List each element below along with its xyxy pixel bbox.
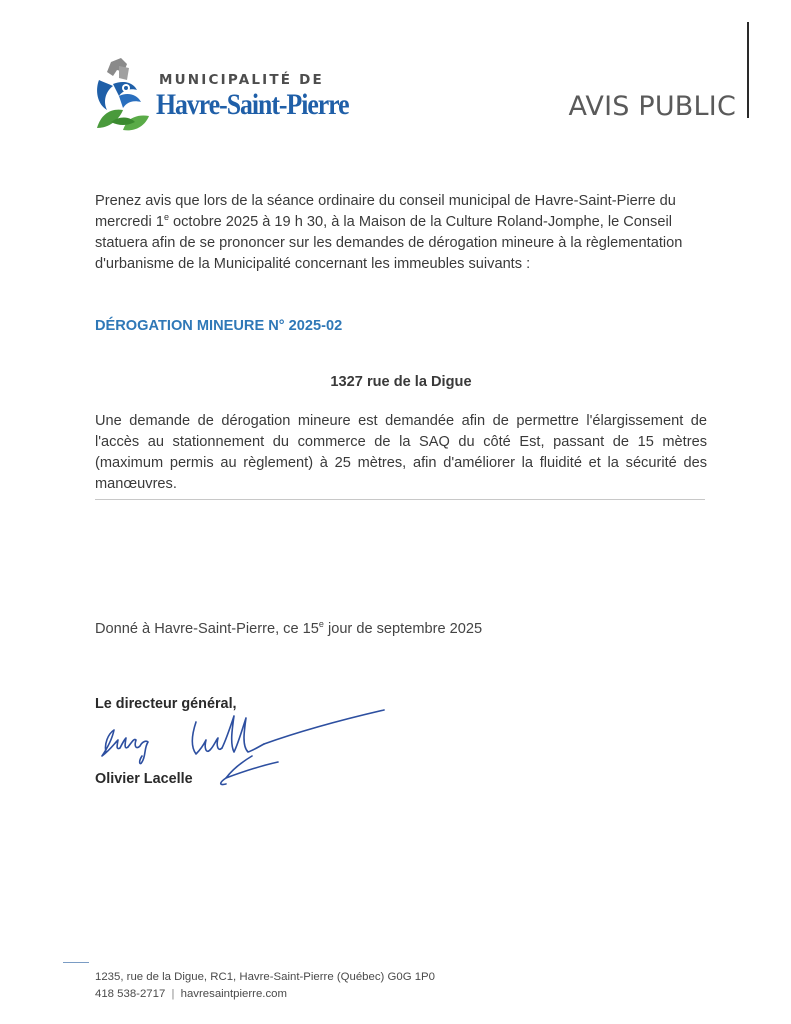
intro-paragraph <box>95 191 707 275</box>
given-text-part1: Donné à Havre-Saint-Pierre, ce 15 <box>95 621 319 637</box>
footer-address: 1235, rue de la Digue, RC1, Havre-Saint-Pierre (Québec) G0G 1P0 <box>95 971 435 983</box>
municipal-emblem-icon <box>93 58 155 134</box>
derogation-heading: DÉROGATION MINEURE N° 2025-02 <box>95 318 343 334</box>
given-text-part2: jour de septembre 2025 <box>323 621 483 637</box>
header-rule <box>747 22 749 118</box>
property-address: 1327 rue de la Digue <box>330 374 472 390</box>
page-title: AVIS PUBLIC <box>568 91 736 122</box>
intro-superscript: e <box>163 212 169 223</box>
intro-text-part2: octobre 2025 à 19 h 30, à la Maison de la Culture Roland-Jomphe, le Conseil statuera afin de se prononcer sur les demandes de dérogation mineure à la règlementation d'urbanisme de la Municipalité concernant les immeubles suivants : <box>95 214 683 272</box>
footer-phone: 418 538-2717 <box>95 988 166 1000</box>
footer-website-link[interactable]: havresaintpierre.com <box>180 988 287 1000</box>
logo-municipality-name: Havre-Saint-Pierre <box>156 88 349 121</box>
intro-text-part1: Prenez avis que lors de la séance ordinaire du conseil municipal de Havre-Saint-Pierre du mercredi 1 <box>95 193 676 230</box>
signer-title: Le directeur général, <box>95 696 237 712</box>
given-superscript: e <box>318 619 324 630</box>
footer-rule <box>63 962 89 963</box>
section-divider <box>95 499 705 500</box>
footer-separator: | <box>171 988 175 1000</box>
given-date-line <box>95 621 482 637</box>
logo-top-line: MUNICIPALITÉ DE <box>159 72 324 88</box>
footer-contact <box>95 988 287 1000</box>
derogation-description: Une demande de dérogation mineure est demandée afin de permettre l'élargissement de l'accès au stationnement du commerce de la SAQ du côté Est, passant de 15 mètres (maximum permis au règlement) à 25 mètres, afin d'améliorer la fluidité et la sécurité des manœuvres. <box>95 413 707 492</box>
signer-name: Olivier Lacelle <box>95 771 193 787</box>
municipality-logo <box>93 58 353 136</box>
